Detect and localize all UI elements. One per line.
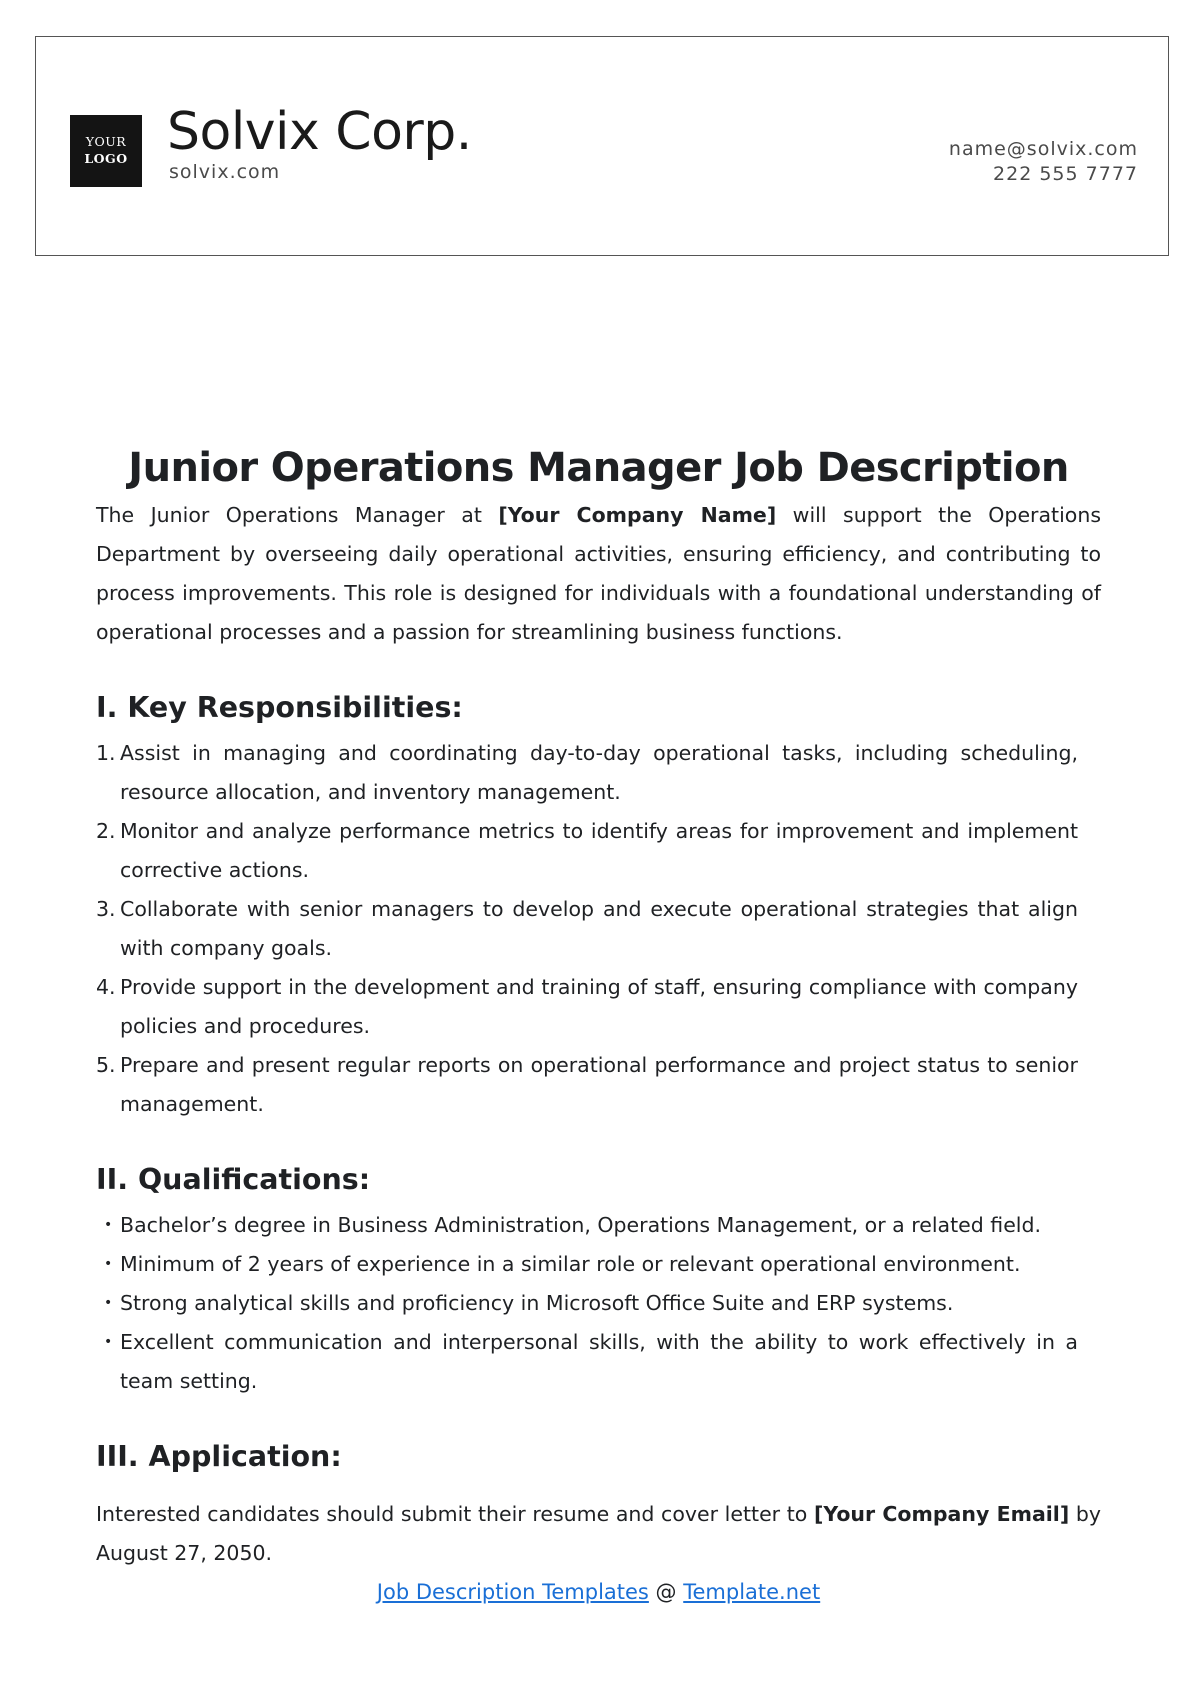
- list-number: 5.: [96, 1053, 116, 1077]
- logo-line-2: LOGO: [84, 151, 128, 166]
- list-item-text: Strong analytical skills and proficiency in Microsoft Office Suite and ERP systems.: [120, 1291, 954, 1315]
- list-item-text: Excellent communication and interpersonal skills, with the ability to work effectively in a team setting.: [120, 1330, 1078, 1393]
- logo-line-1: YOUR: [85, 134, 127, 149]
- list-item: [96, 1323, 1078, 1401]
- list-item-text: Collaborate with senior managers to develop and execute operational strategies that align with company goals.: [120, 897, 1078, 960]
- letterhead: [35, 36, 1169, 256]
- list-number: 1.: [96, 741, 116, 765]
- list-item-text: Assist in managing and coordinating day-to-day operational tasks, including scheduling, resource allocation, and inventory management.: [120, 741, 1078, 804]
- company-website: solvix.com: [169, 161, 281, 183]
- bullet-icon: •: [104, 1256, 113, 1272]
- application-text-end: by August 27, 2050.: [96, 1502, 1102, 1565]
- bullet-icon: •: [104, 1295, 113, 1311]
- contact-phone: 222 555 7777: [993, 163, 1138, 185]
- application-paragraph: [96, 1495, 1101, 1573]
- list-item: [96, 1206, 1078, 1245]
- responsibilities-heading: I. Key Responsibilities:: [96, 691, 463, 724]
- bullet-icon: •: [104, 1334, 113, 1350]
- application-heading: III. Application:: [96, 1440, 342, 1473]
- list-item: [96, 1245, 1078, 1284]
- list-item: [96, 734, 1078, 812]
- application-text-start: Interested candidates should submit their resume and cover letter to: [96, 1502, 814, 1526]
- intro-text-start: The Junior Operations Manager at: [96, 503, 499, 527]
- list-item: [96, 812, 1078, 890]
- qualifications-heading: II. Qualifications:: [96, 1163, 371, 1196]
- list-item: [96, 1284, 1078, 1323]
- document-body: [96, 440, 1101, 1612]
- list-item-text: Minimum of 2 years of experience in a similar role or relevant operational environment.: [120, 1252, 1021, 1276]
- footer-links: [96, 1573, 1101, 1612]
- company-email-placeholder: [Your Company Email]: [813, 1502, 1070, 1526]
- intro-paragraph: [96, 496, 1101, 652]
- job-description-templates-link[interactable]: Job Description Templates: [376, 1580, 649, 1604]
- contact-email: name@solvix.com: [948, 138, 1138, 160]
- template-net-link[interactable]: Template.net: [683, 1580, 821, 1604]
- list-item-text: Provide support in the development and training of staff, ensuring compliance with company policies and procedures.: [120, 975, 1078, 1038]
- responsibilities-list: [96, 734, 1078, 1124]
- qualifications-list: [96, 1206, 1078, 1401]
- document-title: Junior Operations Manager Job Description: [128, 445, 1069, 491]
- logo-placeholder: [70, 115, 142, 187]
- list-item: [96, 968, 1078, 1046]
- company-name-placeholder: [Your Company Name]: [498, 503, 777, 527]
- contact-info: [949, 137, 1138, 187]
- list-number: 4.: [96, 975, 116, 999]
- list-number: 2.: [96, 819, 116, 843]
- list-item: [96, 1046, 1078, 1124]
- list-item: [96, 890, 1078, 968]
- list-item-text: Bachelor’s degree in Business Administration, Operations Management, or a related field.: [120, 1213, 1042, 1237]
- list-item-text: Prepare and present regular reports on operational performance and project status to senior management.: [120, 1053, 1078, 1116]
- company-name: Solvix Corp.: [167, 102, 472, 162]
- bullet-icon: •: [104, 1217, 113, 1233]
- list-number: 3.: [96, 897, 116, 921]
- list-item-text: Monitor and analyze performance metrics to identify areas for improvement and implement corrective actions.: [120, 819, 1078, 882]
- footer-separator: @: [648, 1580, 684, 1604]
- intro-text-end: will support the Operations Department by overseeing daily operational activities, ensuring efficiency, and contributing to process improvements. This role is designed for individuals with a foundational understanding of operational processes and a passion for streamlining business functions.: [96, 503, 1101, 644]
